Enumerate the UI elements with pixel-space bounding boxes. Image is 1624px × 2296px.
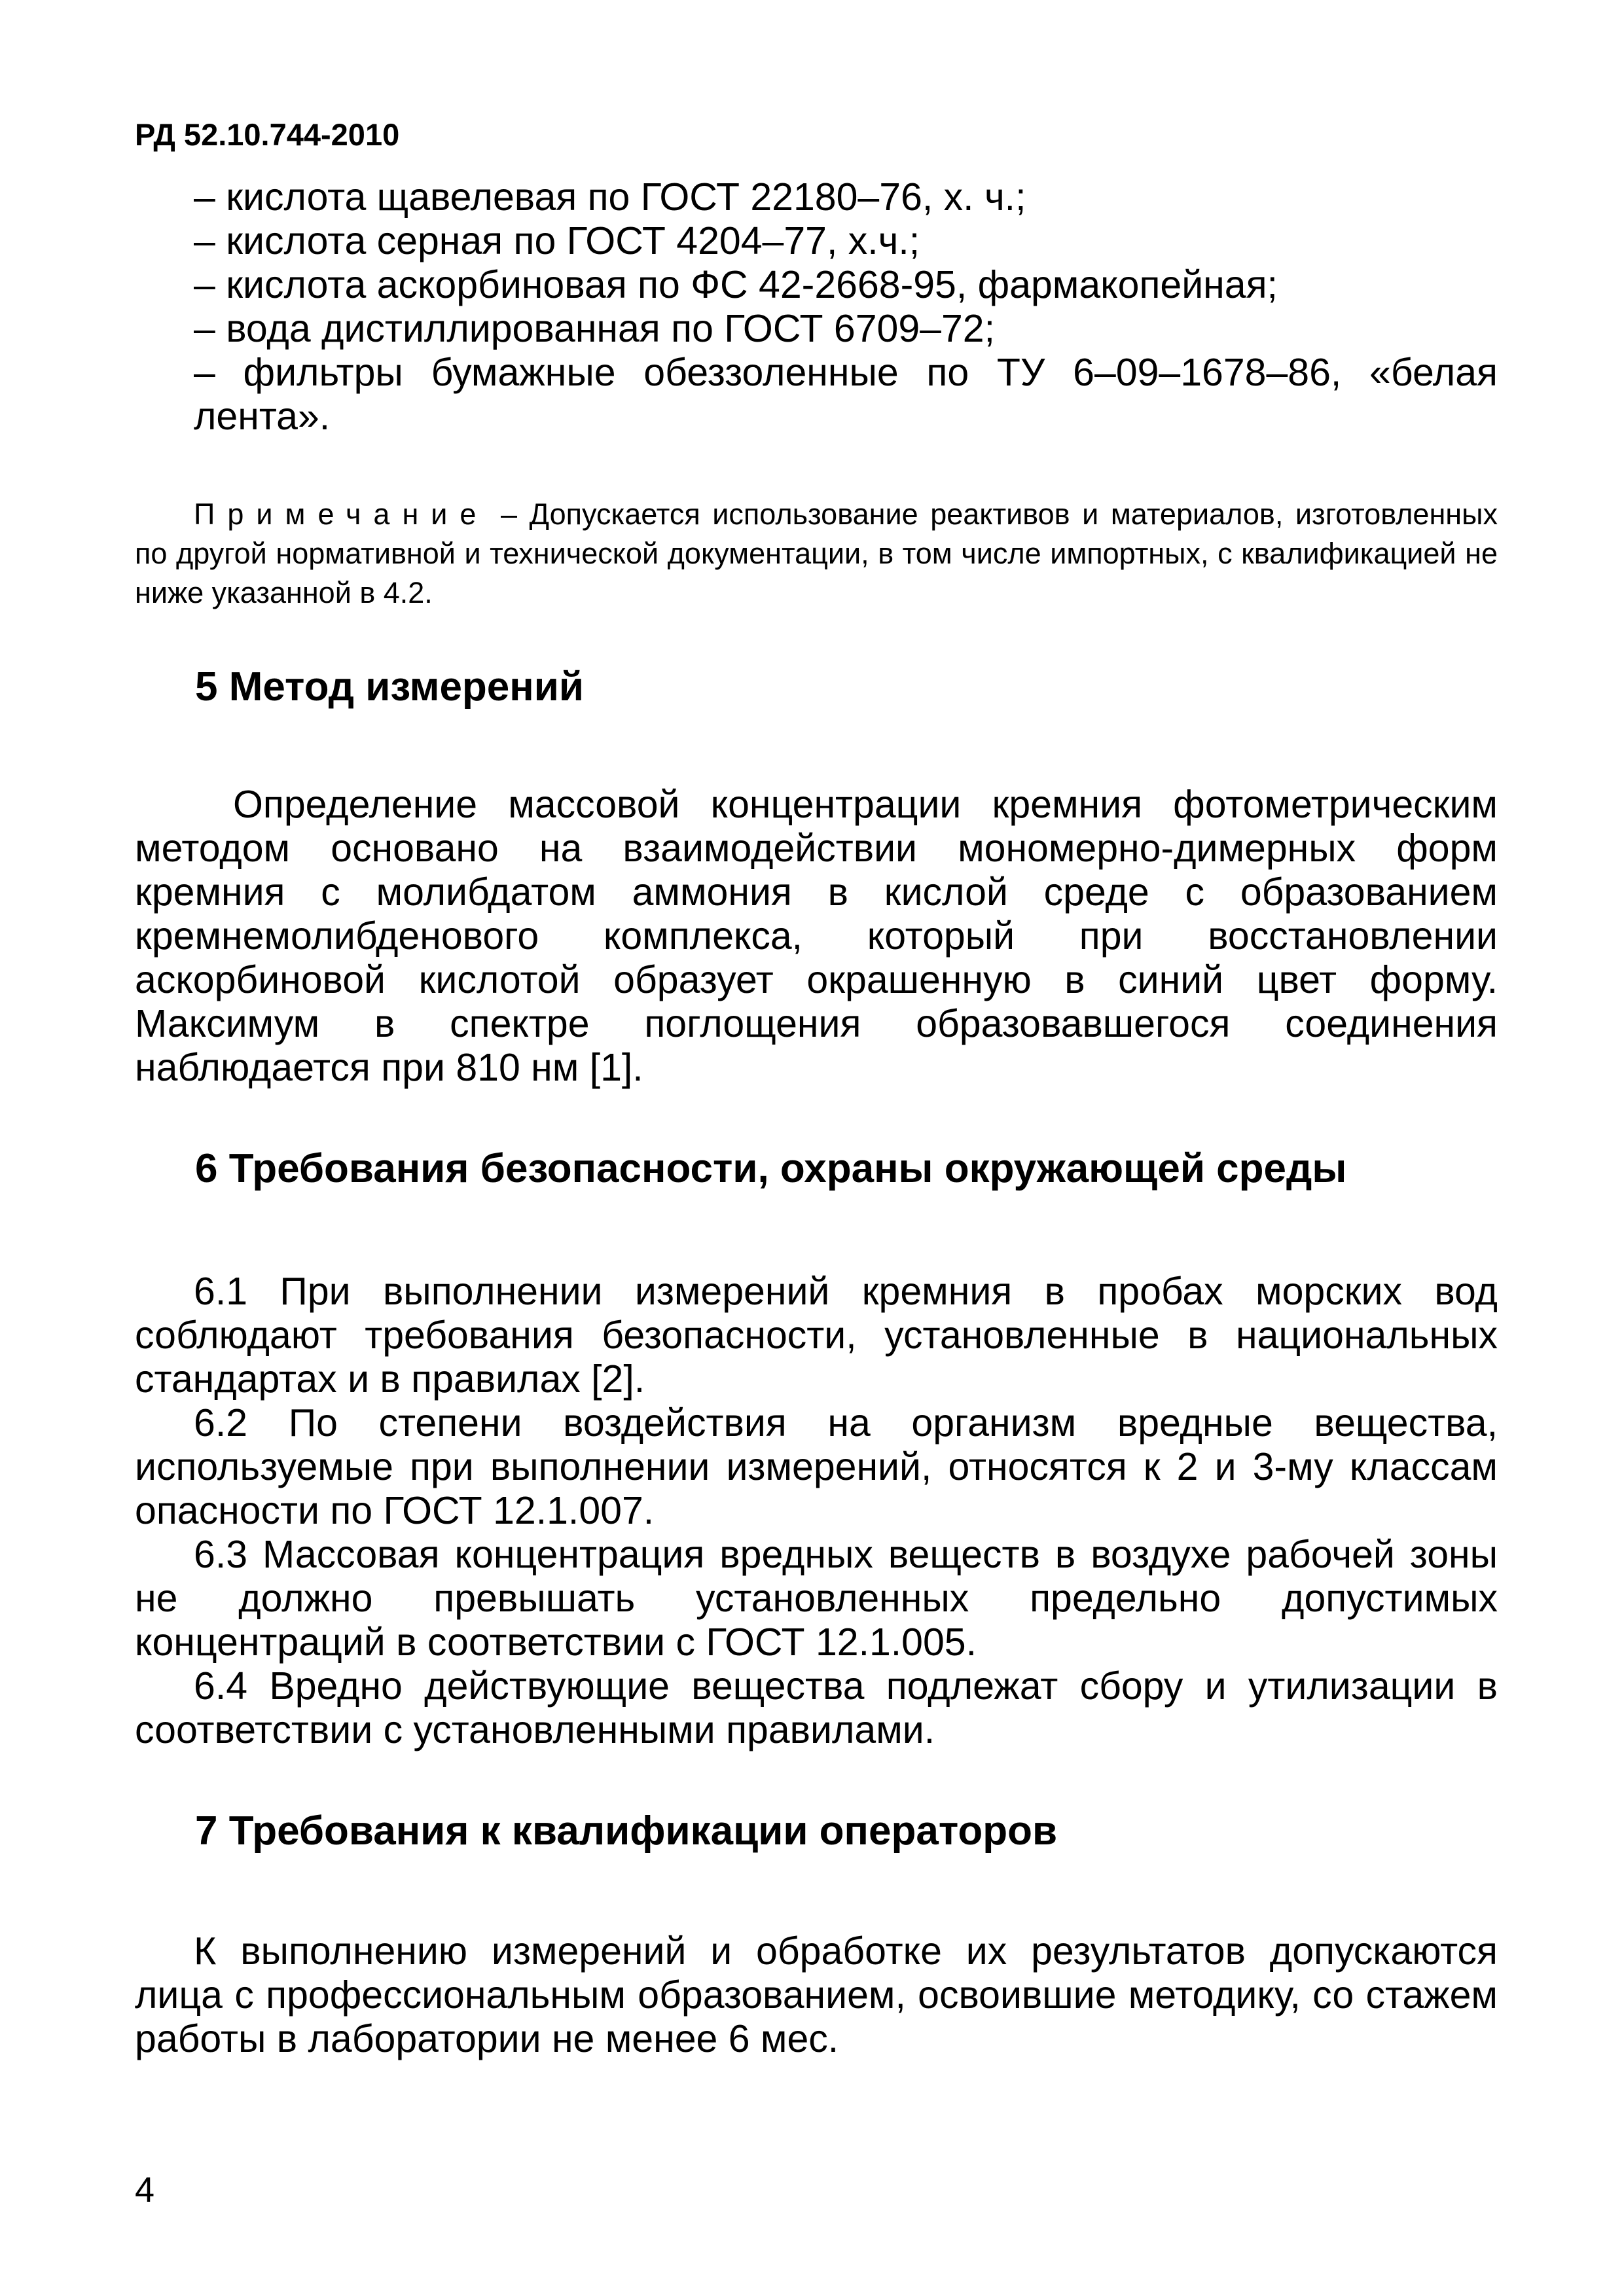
section-6-item [135,1664,1498,1752]
list-item: – кислота серная по ГОСТ 4204–77, х.ч.; [194,219,920,262]
section-5-title: 5 Метод измерений [195,664,584,709]
section-7-title: 7 Требования к квалификации операторов [195,1808,1058,1854]
note-paragraph [135,495,1498,613]
section-6-item [135,1533,1498,1664]
item-number: 6.4 [194,1664,248,1708]
section-5-body [135,783,1498,1090]
section-5-paragraph: Определение массовой концентрации кремния фотометрическим методом основано на взаимодействии мономерно-димерных форм кремния с молибдатом аммония в кислой среде с образованием кремнемолибденового комплекса, который при восстановлении аскорбиновой кислотой образует окрашенную в синий цвет форму. Максимум в спектре поглощения образовавшегося соединения наблюдается при 810 нм [1]. [135,783,1498,1089]
item-text: При выполнении измерений кремния в пробах морских вод соблюдают требования безопасности, установленные в национальных стандартах и в правилах [2]. [135,1270,1498,1401]
item-number: 6.3 [194,1533,248,1576]
item-text: По степени воздействия на организм вредные вещества, используемые при выполнении измерений, относятся к 2 и 3-му классам опасности по ГОСТ 12.1.007. [135,1401,1498,1532]
item-text: Вредно действующие вещества подлежат сбору и утилизации в соответствии с установленными правилами. [135,1664,1498,1751]
section-6-body [135,1270,1498,1752]
item-text: Массовая концентрация вредных веществ в воздухе рабочей зоны не должно превышать установленных предельно допустимых концентраций в соответствии с ГОСТ 12.1.005. [135,1533,1498,1664]
document-code: РД 52.10.744-2010 [135,117,400,152]
item-number: 6.1 [194,1270,248,1313]
section-7-paragraph: К выполнению измерений и обработке их результатов допускаются лица с профессиональным образованием, освоившие методику, со стажем работы в лаборатории не менее 6 мес. [135,1929,1498,2060]
section-7-body [135,1929,1498,2061]
note-block [135,495,1498,613]
list-item: – кислота щавелевая по ГОСТ 22180–76, х. ч.; [194,175,1026,219]
note-text: – Допускается использование реактивов и материалов, изготовленных по другой нормативной и технической документации, в том числе импортных, с квалификацией не ниже указанной в 4.2. [135,497,1498,609]
section-6-title: 6 Требования безопасности, охраны окружающей среды [195,1146,1347,1191]
page-number: 4 [135,2170,155,2210]
section-6-item [135,1401,1498,1533]
list-item: – кислота аскорбиновая по ФС 42-2668-95, фармакопейная; [194,263,1278,306]
section-6-item [135,1270,1498,1401]
list-item: – вода дистиллированная по ГОСТ 6709–72; [194,307,995,350]
item-number: 6.2 [194,1401,248,1444]
materials-list [135,175,1498,439]
list-item: – фильтры бумажные обеззоленные по ТУ 6–09–1678–86, «белая лента». [194,351,1498,438]
note-label: Примечание [194,497,489,531]
